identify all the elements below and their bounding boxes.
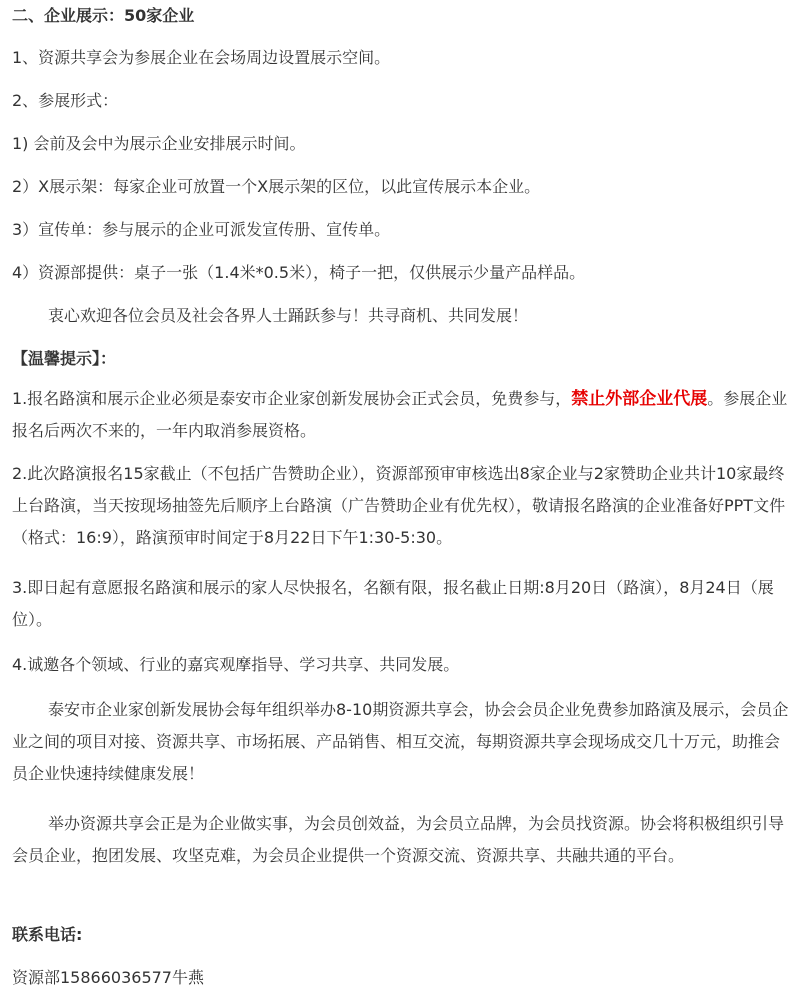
welcome-text: 衷心欢迎各位会员及社会各界人士踊跃参与！共寻商机、共同发展！ bbox=[48, 306, 529, 325]
contact-value: 资源部15866036577牛燕 bbox=[12, 968, 204, 987]
item-2b: 2）X展示架：每家企业可放置一个X展示架的区位，以此宣传展示本企业。 bbox=[12, 177, 541, 196]
tip-4: 4.诚邀各个领域、行业的嘉宾观摩指导、学习共享、共同发展。 bbox=[12, 655, 460, 674]
item-2c: 3）宣传单：参与展示的企业可派发宣传册、宣传单。 bbox=[12, 220, 391, 239]
tip-2: 2.此次路演报名15家截止（不包括广告赞助企业），资源部预审审核选出8家企业与2家赞助企业共计10家最终上台路演，当天按现场抽签先后顺序上台路演（广告赞助企业有优先权），敬请报名路演的企业准备好PPT文件（格式：16:9），路演预审时间定于8月22日下午1:30-5:30。 bbox=[12, 464, 786, 547]
contact-label: 联系电话: bbox=[12, 925, 83, 944]
item-1: 1、资源共享会为参展企业在会场周边设置展示空间。 bbox=[12, 48, 391, 67]
item-2: 2、参展形式： bbox=[12, 91, 119, 110]
tip-1-text: 1.报名路演和展示企业必须是泰安市企业家创新发展协会正式会员，免费参与， bbox=[12, 389, 572, 408]
tips-title: 【温馨提示】： bbox=[12, 349, 117, 368]
section-title: 二、企业展示：50家企业 bbox=[12, 6, 195, 25]
tip-1 bbox=[12, 383, 790, 447]
tip-1-text-end: 。参展企业报名后两次不来的，一年内取消参展资格。 bbox=[12, 389, 788, 440]
paragraph-2: 举办资源共享会正是为企业做实事，为会员创效益，为会员立品牌，为会员找资源。协会将积极组织引导会员企业，抱团发展、攻坚克难，为会员企业提供一个资源交流、资源共享、共融共通的平台。 bbox=[12, 814, 785, 865]
item-2a: 1) 会前及会中为展示企业安排展示时间。 bbox=[12, 134, 306, 153]
tip-1-warning: 禁止外部企业代展 bbox=[571, 389, 708, 409]
tip-3: 3.即日起有意愿报名路演和展示的家人尽快报名，名额有限，报名截止日期:8月20日（路演），8月24日（展位）。 bbox=[12, 578, 774, 629]
item-2d: 4）资源部提供：桌子一张（1.4米*0.5米），椅子一把，仅供展示少量产品样品。 bbox=[12, 263, 586, 282]
paragraph-1: 泰安市企业家创新发展协会每年组织举办8-10期资源共享会，协会会员企业免费参加路演及展示，会员企业之间的项目对接、资源共享、市场拓展、产品销售、相互交流，每期资源共享会现场成交几十万元，助推会员企业快速持续健康发展！ bbox=[12, 700, 789, 783]
